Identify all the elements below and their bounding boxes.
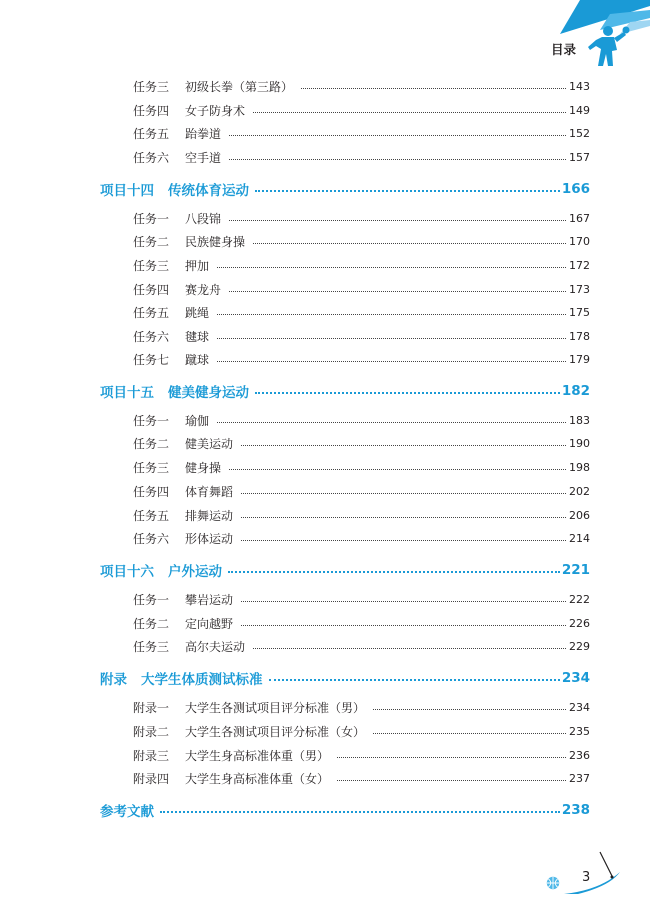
toc-entry-page: 235 [569, 724, 590, 738]
toc-entry-title: 攀岩运动 [185, 592, 234, 607]
toc-dot-leader [229, 159, 566, 160]
toc-dot-leader [217, 361, 566, 362]
toc-entry-page: 221 [561, 562, 590, 578]
toc-section-entry[interactable] [100, 179, 590, 199]
toc-entry-number: 任务五 [133, 508, 170, 523]
toc-entry-title: 女子防身术 [185, 103, 246, 118]
toc-entry-number: 任务三 [133, 639, 170, 654]
toc-entry-page: 166 [561, 181, 590, 197]
toc-entry-title: 押加 [185, 258, 210, 273]
toc-section-entry[interactable] [100, 668, 590, 688]
toc-dot-leader [373, 733, 566, 734]
toc-entry-number: 附录三 [133, 748, 170, 763]
toc-entry[interactable] [133, 327, 590, 345]
toc-entry-title: 赛龙舟 [185, 282, 222, 297]
toc-entry-title: 初级长拳（第三路） [185, 79, 294, 94]
toc-entry[interactable] [133, 350, 590, 368]
toc-dot-leader [160, 811, 560, 813]
toc-dot-leader [241, 517, 566, 518]
toc-dot-leader [337, 757, 566, 758]
toc-entry-page: 190 [569, 436, 590, 450]
toc-entry[interactable] [133, 746, 590, 764]
toc-entry-number: 附录二 [133, 724, 170, 739]
toc-entry-number: 项目十五 [100, 385, 154, 401]
toc-entry-number: 任务一 [133, 211, 170, 226]
toc-dot-leader [217, 422, 566, 423]
toc-entry-number: 附录四 [133, 771, 170, 786]
toc-entry-number: 任务三 [133, 79, 170, 94]
toc-entry-page: 234 [569, 700, 590, 714]
toc-dot-leader [228, 571, 560, 573]
toc-entry-number: 任务一 [133, 592, 170, 607]
toc-entry[interactable] [133, 722, 590, 740]
toc-dot-leader [255, 392, 560, 394]
toc-entry-title: 定向越野 [185, 616, 234, 631]
toc-entry[interactable] [133, 769, 590, 787]
toc-entry-page: 152 [569, 126, 590, 140]
toc-entry[interactable] [133, 280, 590, 298]
toc-entry-title: 排舞运动 [185, 508, 234, 523]
toc-dot-leader [337, 780, 566, 781]
toc-entry-number: 项目十六 [100, 564, 154, 580]
toc-entry-title: 民族健身操 [185, 234, 246, 249]
toc-entry-title: 瑜伽 [185, 413, 210, 428]
toc-dot-leader [269, 679, 560, 681]
toc-entry[interactable] [133, 232, 590, 250]
toc-entry-page: 175 [569, 305, 590, 319]
toc-entry-number: 任务三 [133, 258, 170, 273]
toc-entry-page: 206 [569, 508, 590, 522]
toc-entry-number: 任务四 [133, 282, 170, 297]
toc-dot-leader [255, 190, 560, 192]
toc-entry-page: 149 [569, 103, 590, 117]
page-number: 3 [582, 870, 591, 885]
toc-entry-title: 八段锦 [185, 211, 222, 226]
toc-entry-number: 任务六 [133, 329, 170, 344]
toc-entry-title: 体育舞蹈 [185, 484, 234, 499]
toc-dot-leader [217, 338, 566, 339]
toc-entry-title: 高尔夫运动 [185, 639, 246, 654]
toc-entry-page: 238 [561, 802, 590, 818]
toc-entry-title: 健美运动 [185, 436, 234, 451]
toc-entry-title: 健美健身运动 [168, 385, 249, 401]
toc-entry-title: 大学生身高标准体重（男） [185, 748, 330, 763]
toc-section-entry[interactable] [100, 381, 590, 401]
toc-dot-leader [217, 314, 566, 315]
toc-entry[interactable] [133, 529, 590, 547]
toc-entry-number: 任务六 [133, 531, 170, 546]
toc-dot-leader [241, 540, 566, 541]
toc-entry[interactable] [133, 614, 590, 632]
toc-dot-leader [373, 709, 566, 710]
toc-entry[interactable] [133, 148, 590, 166]
toc-dot-leader [241, 445, 566, 446]
toc-entry[interactable] [133, 101, 590, 119]
toc-entry-page: 234 [561, 670, 590, 686]
toc-entry[interactable] [133, 590, 590, 608]
toc-entry-title: 传统体育运动 [168, 183, 249, 199]
toc-entry-number: 任务四 [133, 484, 170, 499]
toc-entry-number: 任务三 [133, 460, 170, 475]
toc-entry-title: 健身操 [185, 460, 222, 475]
toc-entry-number: 任务二 [133, 234, 170, 249]
toc-entry-number: 附录一 [133, 700, 170, 715]
toc-entry-page: 170 [569, 234, 590, 248]
toc-entry-title: 空手道 [185, 150, 222, 165]
toc-dot-leader [229, 135, 566, 136]
toc-entry[interactable] [133, 209, 590, 227]
toc-entry[interactable] [133, 303, 590, 321]
toc-entry[interactable] [133, 458, 590, 476]
toc-entry[interactable] [133, 637, 590, 655]
toc-entry-page: 182 [561, 383, 590, 399]
toc-entry-number: 任务七 [133, 352, 170, 367]
toc-dot-leader [253, 112, 566, 113]
toc-entry-page: 237 [569, 771, 590, 785]
toc-entry[interactable] [133, 482, 590, 500]
toc-entry-page: 202 [569, 484, 590, 498]
toc-entry-number: 任务六 [133, 150, 170, 165]
toc-entry-number: 任务五 [133, 126, 170, 141]
toc-entry[interactable] [133, 124, 590, 142]
toc-entry-title: 户外运动 [168, 564, 222, 580]
toc-dot-leader [241, 625, 566, 626]
toc-entry-number: 任务一 [133, 413, 170, 428]
toc-dot-leader [229, 469, 566, 470]
toc-entry-title: 大学生各测试项目评分标准（男） [185, 700, 366, 715]
toc-dot-leader [241, 601, 566, 602]
toc-dot-leader [253, 648, 566, 649]
toc-entry-number: 项目十四 [100, 183, 154, 199]
toc-entry[interactable] [133, 698, 590, 716]
ball-icon [546, 876, 560, 890]
toc-entry-page: 198 [569, 460, 590, 474]
toc-entry-number: 任务二 [133, 436, 170, 451]
swoosh-icon [560, 850, 630, 898]
toc-entry-page: 172 [569, 258, 590, 272]
toc-entry-page: 178 [569, 329, 590, 343]
toc-entry[interactable] [133, 506, 590, 524]
toc-entry-number: 任务四 [133, 103, 170, 118]
toc-entry-page: 229 [569, 639, 590, 653]
toc-entry-page: 222 [569, 592, 590, 606]
toc-dot-leader [229, 291, 566, 292]
toc-entry-page: 157 [569, 150, 590, 164]
toc-dot-leader [241, 493, 566, 494]
toc-entry-title: 跆拳道 [185, 126, 222, 141]
toc-entry-page: 214 [569, 531, 590, 545]
toc-entry-number: 任务二 [133, 616, 170, 631]
page-header-title: 目录 [550, 42, 576, 57]
toc-dot-leader [229, 220, 566, 221]
toc-entry[interactable] [133, 434, 590, 452]
toc-entry-title: 大学生体质测试标准 [141, 672, 263, 688]
toc-entry-title: 大学生各测试项目评分标准（女） [185, 724, 366, 739]
toc-dot-leader [301, 88, 566, 89]
toc-entry[interactable] [133, 411, 590, 429]
toc-entry-title: 毽球 [185, 329, 210, 344]
toc-entry-number: 附录 [100, 672, 127, 688]
toc-entry-title: 大学生身高标准体重（女） [185, 771, 330, 786]
toc-entry-page: 143 [569, 79, 590, 93]
toc-entry-number: 任务五 [133, 305, 170, 320]
toc-entry-page: 226 [569, 616, 590, 630]
toc-section-entry[interactable] [100, 800, 590, 820]
toc-dot-leader [253, 243, 566, 244]
toc-dot-leader [217, 267, 566, 268]
toc-entry-title: 形体运动 [185, 531, 234, 546]
toc-section-entry[interactable] [100, 560, 590, 580]
toc-entry-page: 173 [569, 282, 590, 296]
toc-entry[interactable] [133, 256, 590, 274]
toc-entry-title: 参考文献 [100, 804, 154, 820]
toc-entry-page: 179 [569, 352, 590, 366]
toc-entry-page: 167 [569, 211, 590, 225]
toc-entry-page: 236 [569, 748, 590, 762]
toc-entry-title: 蹴球 [185, 352, 210, 367]
toc-entry[interactable] [133, 77, 590, 95]
toc-entry-page: 183 [569, 413, 590, 427]
toc-entry-title: 跳绳 [185, 305, 210, 320]
basketball-player-icon [584, 24, 630, 68]
